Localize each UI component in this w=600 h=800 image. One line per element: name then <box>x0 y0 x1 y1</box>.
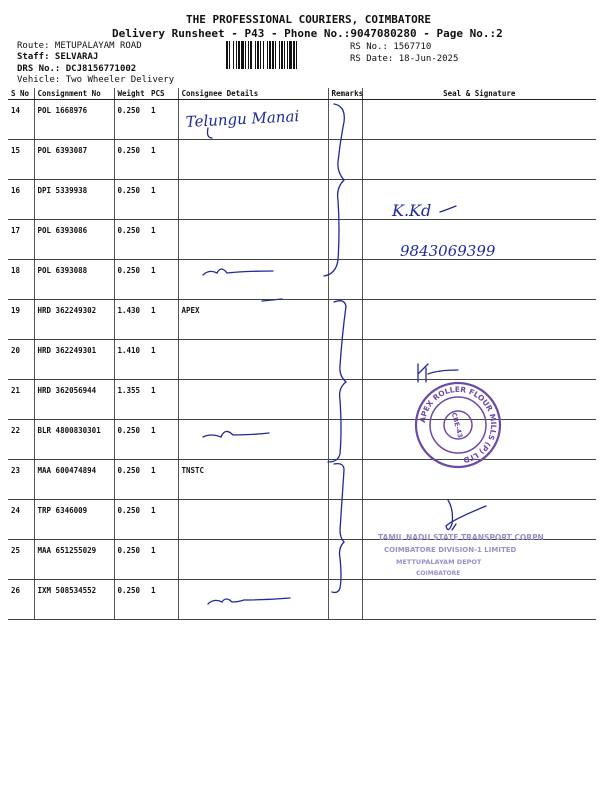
table-row <box>8 460 596 500</box>
row-sno: 15 <box>8 140 34 180</box>
row-weight: 0.250 <box>114 580 148 620</box>
row-pcs: 1 <box>148 380 178 420</box>
row-consignment-no: HRD 362056944 <box>34 380 114 420</box>
col-weight: Weight <box>114 88 148 100</box>
row-weight: 1.355 <box>114 380 148 420</box>
barcode-bar <box>297 41 299 69</box>
row-consignee <box>178 420 328 460</box>
row-weight: 0.250 <box>114 220 148 260</box>
row-seal-signature <box>362 220 596 260</box>
transport-stamp-line1: TAMIL NADU STATE TRANSPORT CORPN <box>378 533 544 542</box>
drs-number: DRS No.: DCJ8156771002 <box>17 64 137 74</box>
row-pcs: 1 <box>148 460 178 500</box>
row-consignment-no: POL 1668976 <box>34 100 114 140</box>
row-seal-signature <box>362 460 596 500</box>
row-remarks <box>328 180 362 220</box>
runsheet-subtitle: Delivery Runsheet - P43 - Phone No.:9047080280 - Page No.:2 <box>112 27 503 40</box>
row-consignment-no: HRD 362249301 <box>34 340 114 380</box>
row-consignee <box>178 220 328 260</box>
row-sno: 26 <box>8 580 34 620</box>
row-sno: 19 <box>8 300 34 340</box>
row-consignee: APEX <box>178 300 328 340</box>
row-weight: 0.250 <box>114 180 148 220</box>
col-sno: S No <box>8 88 34 100</box>
row-weight: 0.250 <box>114 140 148 180</box>
row-sno: 21 <box>8 380 34 420</box>
round-stamp-center: CBE-43 <box>449 411 465 439</box>
row-sno: 22 <box>8 420 34 460</box>
row-pcs: 1 <box>148 420 178 460</box>
row-consignment-no: MAA 600474894 <box>34 460 114 500</box>
row-weight: 0.250 <box>114 540 148 580</box>
row-consignee <box>178 580 328 620</box>
row-seal-signature <box>362 380 596 420</box>
table-row <box>8 100 596 140</box>
row-consignment-no: POL 6393088 <box>34 260 114 300</box>
row-pcs: 1 <box>148 140 178 180</box>
row-seal-signature <box>362 340 596 380</box>
table-row <box>8 260 596 300</box>
row-seal-signature <box>362 500 596 540</box>
route-label: Route: METUPALAYAM ROAD <box>17 41 142 51</box>
row-weight: 0.250 <box>114 500 148 540</box>
vehicle-label: Vehicle: Two Wheeler Delivery <box>17 75 175 85</box>
col-remarks: Remarks <box>328 88 362 100</box>
row-weight: 1.430 <box>114 300 148 340</box>
row-remarks <box>328 260 362 300</box>
row-remarks <box>328 460 362 500</box>
row-weight: 0.250 <box>114 420 148 460</box>
row-consignee <box>178 140 328 180</box>
table-row <box>8 580 596 620</box>
signature-initials: K.Kd <box>392 201 432 220</box>
col-consignee: Consignee Details <box>178 88 328 100</box>
row-consignment-no: HRD 362249302 <box>34 300 114 340</box>
row-remarks <box>328 420 362 460</box>
row-seal-signature <box>362 580 596 620</box>
row-consignment-no: DPI 5339938 <box>34 180 114 220</box>
row-consignee <box>178 180 328 220</box>
transport-stamp-line3: METTUPALAYAM DEPOT <box>396 558 482 566</box>
row-weight: 0.250 <box>114 260 148 300</box>
table-row <box>8 500 596 540</box>
row-remarks <box>328 300 362 340</box>
round-stamp-text: APEX ROLLER FLOUR MILLS (P) LTD <box>418 384 499 465</box>
row-pcs: 1 <box>148 500 178 540</box>
table-row <box>8 380 596 420</box>
row-pcs: 1 <box>148 540 178 580</box>
col-seal-signature: Seal & Signature <box>362 88 596 100</box>
row-seal-signature <box>362 100 596 140</box>
transport-stamp-line4: COIMBATORE <box>416 570 461 577</box>
runsheet-table <box>8 88 596 620</box>
table-header-row <box>8 88 596 100</box>
table-row <box>8 340 596 380</box>
col-pcs: PCS <box>148 88 178 100</box>
row-consignee <box>178 100 328 140</box>
handwritten-phone: 9843069399 <box>400 242 496 260</box>
transport-stamp-line2: COIMBATORE DIVISION-1 LIMITED <box>384 546 517 554</box>
row-sno: 24 <box>8 500 34 540</box>
rs-number: RS No.: 1567710 <box>350 42 432 52</box>
row-pcs: 1 <box>148 220 178 260</box>
company-title: THE PROFESSIONAL COURIERS, COIMBATORE <box>186 13 432 26</box>
row-weight: 1.410 <box>114 340 148 380</box>
row-remarks <box>328 580 362 620</box>
row-weight: 0.250 <box>114 460 148 500</box>
table-row <box>8 420 596 460</box>
row-consignment-no: MAA 651255029 <box>34 540 114 580</box>
col-consignment: Consignment No <box>34 88 114 100</box>
table-row <box>8 540 596 580</box>
row-remarks <box>328 140 362 180</box>
row-consignee <box>178 380 328 420</box>
row-sno: 16 <box>8 180 34 220</box>
table-row <box>8 140 596 180</box>
row-remarks <box>328 540 362 580</box>
row-seal-signature <box>362 140 596 180</box>
row-seal-signature <box>362 300 596 340</box>
row-consignment-no: IXM 508534552 <box>34 580 114 620</box>
row-pcs: 1 <box>148 260 178 300</box>
row-consignment-no: POL 6393087 <box>34 140 114 180</box>
row-consignment-no: BLR 4800830301 <box>34 420 114 460</box>
row-consignee <box>178 260 328 300</box>
row-consignment-no: TRP 6346009 <box>34 500 114 540</box>
row-seal-signature <box>362 260 596 300</box>
receiver-name-handwriting: Telungu Manai <box>185 107 300 131</box>
row-seal-signature <box>362 420 596 460</box>
row-weight: 0.250 <box>114 100 148 140</box>
row-sno: 23 <box>8 460 34 500</box>
row-pcs: 1 <box>148 580 178 620</box>
row-sno: 14 <box>8 100 34 140</box>
row-pcs: 1 <box>148 100 178 140</box>
row-remarks <box>328 100 362 140</box>
row-remarks <box>328 340 362 380</box>
row-sno: 18 <box>8 260 34 300</box>
row-seal-signature <box>362 540 596 580</box>
row-sno: 20 <box>8 340 34 380</box>
row-remarks <box>328 380 362 420</box>
barcode <box>226 41 342 69</box>
row-sno: 17 <box>8 220 34 260</box>
row-remarks <box>328 500 362 540</box>
table-row <box>8 300 596 340</box>
row-remarks <box>328 220 362 260</box>
row-consignment-no: POL 6393086 <box>34 220 114 260</box>
row-pcs: 1 <box>148 340 178 380</box>
row-sno: 25 <box>8 540 34 580</box>
row-consignee: TNSTC <box>178 460 328 500</box>
row-consignee <box>178 540 328 580</box>
row-consignee <box>178 500 328 540</box>
table-row <box>8 180 596 220</box>
rs-date: RS Date: 18-Jun-2025 <box>350 54 459 64</box>
row-seal-signature <box>362 180 596 220</box>
staff-label: Staff: SELVARAJ <box>17 52 99 62</box>
row-consignee <box>178 340 328 380</box>
table-row <box>8 220 596 260</box>
row-pcs: 1 <box>148 180 178 220</box>
row-pcs: 1 <box>148 300 178 340</box>
